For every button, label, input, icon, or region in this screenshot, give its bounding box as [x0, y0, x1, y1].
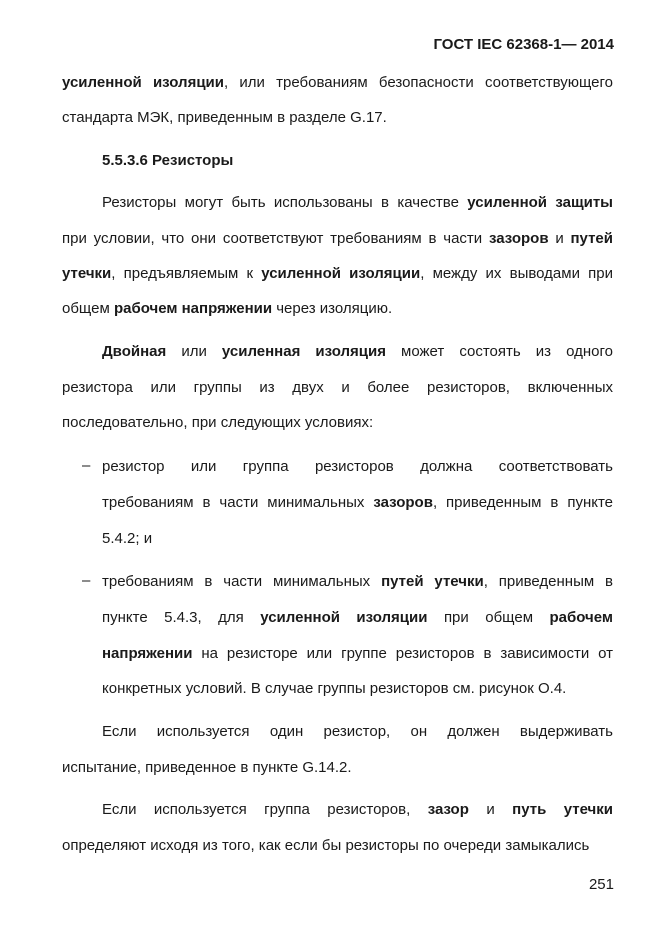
text-line	[102, 644, 613, 664]
bold-term: рабочем напряжении	[113, 300, 273, 317]
bold-term: зазор	[427, 801, 469, 818]
text-run: испытание, приведенное в пункте G.14.2.	[62, 759, 352, 776]
bold-term: путей утечки	[381, 573, 484, 590]
text-run: Резисторы могут быть использованы в качестве	[102, 194, 468, 211]
text-run: и	[468, 801, 513, 818]
text-line	[102, 572, 613, 592]
bold-term: рабочем	[549, 609, 613, 626]
text-line	[102, 722, 613, 742]
text-line	[102, 608, 613, 628]
text-line	[102, 493, 613, 513]
text-run: , приведенным в пункте	[432, 494, 614, 511]
text-line	[102, 679, 566, 699]
text-run: , или требованиям безопасности соответствующего	[223, 74, 613, 91]
text-run: и	[548, 230, 571, 247]
text-run: или	[166, 343, 222, 360]
text-line	[62, 758, 352, 778]
text-run: , между их выводами при	[420, 265, 613, 282]
text-line	[102, 800, 613, 820]
text-run: стандарта МЭК, приведенным в разделе G.17.	[62, 109, 387, 126]
text-run: резистора или группы из двух и более резисторов, включенных	[62, 379, 613, 396]
text-line	[62, 413, 373, 433]
text-run: определяют исходя из того, как если бы резисторы по очереди замыкались	[62, 837, 590, 854]
text-run: конкретных условий. В случае группы резисторов см. рисунок О.4.	[102, 680, 567, 697]
text-line	[102, 529, 152, 549]
text-run: через изоляцию.	[272, 300, 393, 317]
text-line	[62, 299, 392, 319]
text-run: может состоять из одного	[385, 343, 613, 360]
section-heading: 5.5.3.6 Резисторы	[102, 152, 234, 169]
bold-term: напряжении	[102, 645, 193, 662]
text-line	[62, 108, 387, 128]
text-run: требованиям в части минимальных	[102, 494, 374, 511]
bold-term: зазоров	[373, 494, 433, 511]
text-line	[62, 73, 613, 93]
text-line	[62, 378, 613, 398]
text-run: последовательно, при следующих условиях:	[62, 414, 374, 431]
bold-term: зазоров	[488, 230, 549, 247]
bold-term: Двойная	[102, 343, 167, 360]
bold-term: усиленная изоляция	[221, 343, 386, 360]
document-header: ГОСТ IEC 62368-1— 2014	[433, 36, 614, 53]
bullet-marker: –	[82, 572, 91, 589]
bold-term: путь утечки	[512, 801, 613, 818]
text-run: при общем	[427, 609, 550, 626]
page-number: 251	[588, 876, 614, 893]
text-line	[62, 836, 589, 856]
text-run: пункте 5.4.3, для	[102, 609, 261, 626]
text-run: требованиям в части минимальных	[102, 573, 382, 590]
text-run: Если используется группа резисторов,	[102, 801, 428, 818]
text-line	[62, 264, 613, 284]
text-run: , предъявляемым к	[111, 265, 262, 282]
text-run: резистор или группа резисторов должна соответствовать	[102, 458, 613, 475]
bold-term: утечки	[62, 265, 112, 282]
text-line	[102, 342, 613, 362]
text-line	[102, 193, 613, 213]
bold-term: усиленной изоляции	[260, 609, 428, 626]
text-run: общем	[62, 300, 114, 317]
bold-term: усиленной защиты	[467, 194, 613, 211]
bold-term: путей	[570, 230, 613, 247]
text-run: Если используется один резистор, он должен выдерживать	[102, 723, 613, 740]
text-run: 5.4.2; и	[102, 530, 153, 547]
bold-term: усиленной изоляции	[261, 265, 421, 282]
text-line	[62, 229, 613, 249]
bullet-marker: –	[82, 457, 91, 474]
text-line	[102, 457, 613, 477]
text-run: на резисторе или группе резисторов в зависимости от	[192, 645, 613, 662]
bold-term: усиленной изоляции	[62, 74, 224, 91]
text-run: , приведенным в	[483, 573, 614, 590]
text-run: при условии, что они соответствуют требованиям в части	[62, 230, 489, 247]
